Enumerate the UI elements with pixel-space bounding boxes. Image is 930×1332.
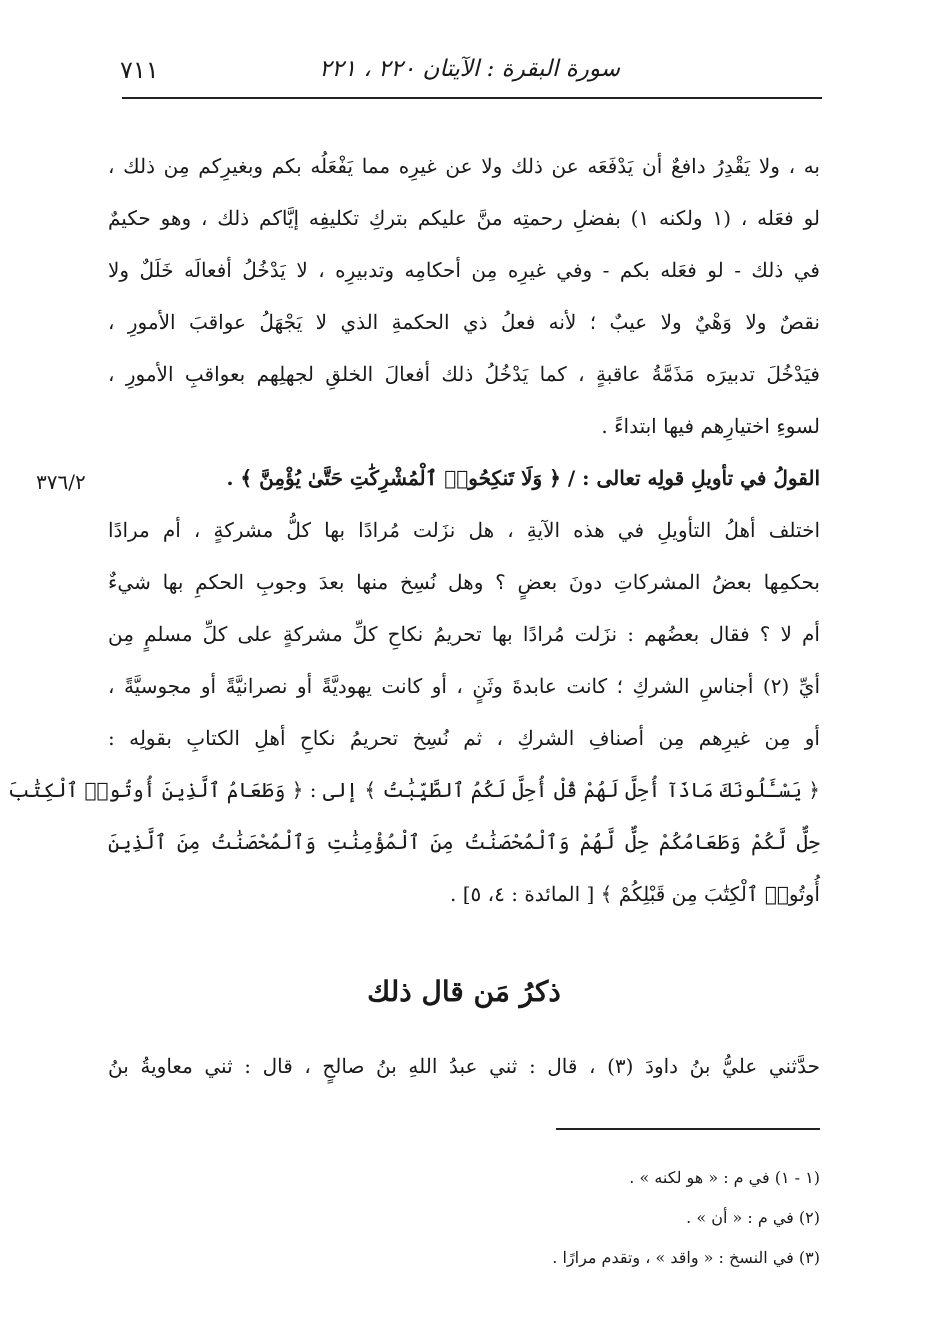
footnotes [300,1158,820,1278]
text-line: به ، ولا يَقْدِرُ دافعٌ أن يَدْفَعَه عن ذلك ولا عن غيرِه مما يَفْعَلُه بكم وبغيرِكم مِن ذلك ، [108,154,820,178]
quran-line: أُوتُوا۟ ٱلْكِتَٰبَ مِن قَبْلِكُمْ ﴾ [ المائدة : ٤، ٥] . [450,882,820,906]
footnote-rule [556,1128,820,1130]
quran-line: ﴿ يَسْـَٔلُونَكَ مَاذَآ أُحِلَّ لَهُمْ قُلْ أُحِلَّ لَكُمُ ٱلطَّيِّبَٰتُ ﴾ إلى : ﴿ وَطَعَامُ ٱلَّذِينَ أُوتُوا۟ ٱلْكِتَٰبَ [7,778,820,802]
quran-line: حِلٌّ لَّكُمْ وَطَعَامُكُمْ حِلٌّ لَّهُمْ وَٱلْمُحْصَنَٰتُ مِنَ ٱلْمُؤْمِنَٰتِ وَٱلْمُحْصَنَٰتُ مِنَ ٱلَّذِينَ [108,830,820,854]
text-line: لسوءِ اختيارِهم فيها ابتداءً . [601,414,820,438]
footnote: (١ - ١) في م : « هو لكنه » . [629,1168,820,1187]
text-line: لو فعَله ، (١ ولكنه ١) بفضلِ رحمتِه منَّ عليكم بتركِ تكليفِه إيَّاكم ذلك ، وهو حكيمٌ [108,206,820,230]
isnad-line: حدَّثني عليُّ بنُ داودَ (٣) ، قال : ثني عبدُ اللهِ بنُ صالحٍ ، قال : ثني معاويةُ بنُ [108,1054,820,1078]
text-line: فيَدْخُلَ تدبيرَه مَذَمَّةُ عاقبةٍ ، كما يَدْخُلُ ذلك أفعالَ الخلقِ لجهلِهم بعواقبِ الأمورِ ، [108,362,820,386]
page-header [120,48,820,94]
margin-reference: ٣٧٦/٢ [36,470,86,494]
text-line: أو مِن غيرِهم مِن أصنافِ الشركِ ، ثم نُسِخ تحريمُ نكاحِ أهلِ الكتابِ بقولِه : [108,726,820,750]
text-line: أيِّ (٢) أجناسِ الشركِ ؛ كانت عابدةَ وثَنٍ ، أو كانت يهوديَّةً أو نصرانيَّةً أو مجوسيَّةً ، [108,674,820,698]
text-line: أم لا ؟ فقال بعضُهم : نزَلت مُرادًا بها تحريمُ نكاحِ كلِّ مشركةٍ على كلِّ مسلمٍ مِن [108,622,820,646]
text-line: اختلف أهلُ التأويلِ في هذه الآيةِ ، هل نزَلت مُرادًا بها كلُّ مشركةٍ ، أم مرادًا [108,518,820,542]
text-line: بحكمِها بعضُ المشركاتِ دونَ بعضٍ ؟ وهل نُسِخ منها بعدَ وجوبِ الحكمِ بها شيءٌ [108,570,820,594]
header-rule [122,97,822,99]
text-line: نقصٌ ولا وَهْيٌ ولا عيبٌ ؛ لأنه فعلُ ذي الحكمةِ الذي لا يَجْهَلُ عواقبَ الأمورِ ، [108,310,820,334]
section-heading: ذكرُ مَن قال ذلك [367,975,561,1008]
verse-heading-line: القولُ في تأويلِ قولِه تعالى : / ﴿ وَلَا تَنكِحُوا۟ ٱلْمُشْرِكَٰتِ حَتَّىٰ يُؤْمِنَّ ﴾ . [226,466,820,490]
footnote: (٣) في النسخ : « واقد » ، وتقدم مرارًا . [552,1248,820,1267]
page-number: ٧١١ [120,56,159,84]
footnote: (٢) في م : « أن » . [686,1208,820,1227]
running-title: سورة البقرة : الآيتان ٢٢٠ ، ٢٢١ [319,56,620,82]
text-line: في ذلك - لو فعَله بكم - وفي غيرِه مِن أحكامِه وتدبيرِه ، لا يَدْخُلُ أفعالَه خَلَلٌ ولا [108,258,820,282]
